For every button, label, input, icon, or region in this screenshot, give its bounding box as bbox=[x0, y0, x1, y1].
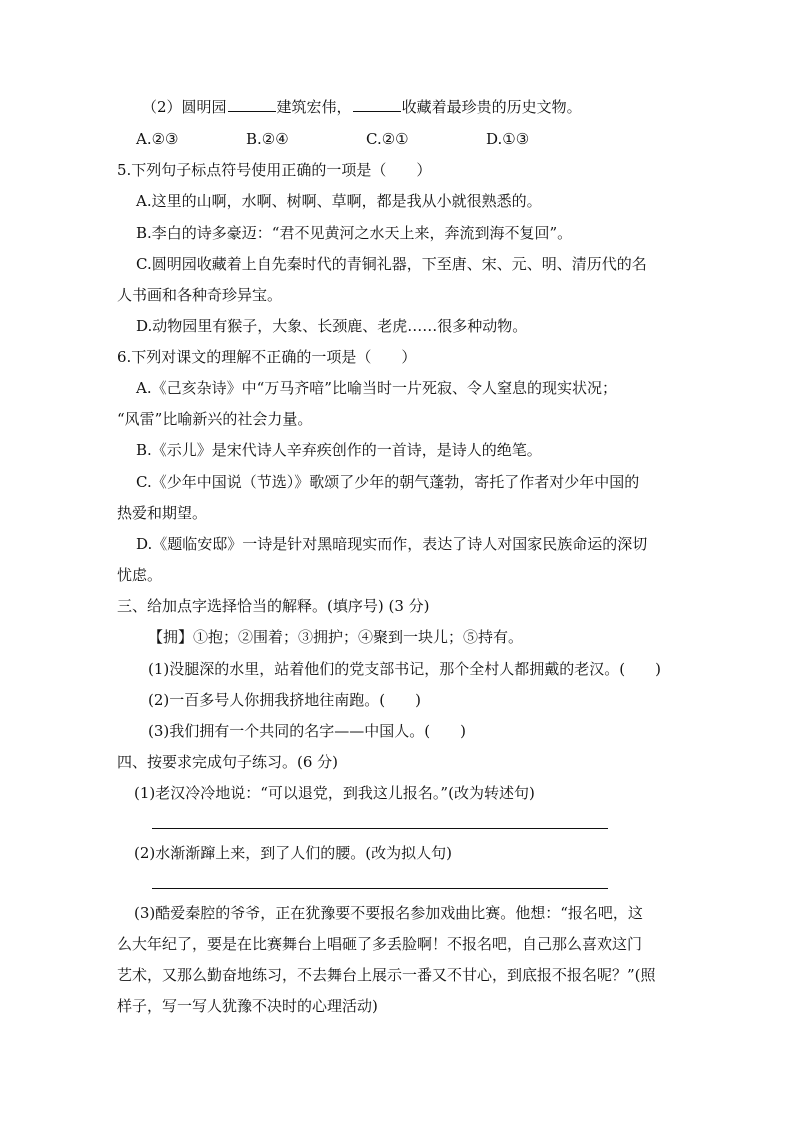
answer-line-2[interactable] bbox=[152, 888, 608, 889]
q5-option-d[interactable]: D.动物园里有猴子，大象、长颈鹿、老虎……很多种动物。 bbox=[136, 317, 528, 335]
q4-item2-sentence bbox=[142, 97, 582, 117]
section4-task-2: (2)水渐渐蹿上来，到了人们的腰。(改为拟人句) bbox=[134, 844, 452, 862]
section4-task-3-line4: 样子，写一写人犹豫不决时的心理活动) bbox=[117, 997, 378, 1015]
q4-item2-suffix: 收藏着最珍贵的历史文物。 bbox=[401, 98, 582, 116]
q6-option-a-line1[interactable]: A.《己亥杂诗》中“万马齐喑”比喻当时一片死寂、令人窒息的现实状况； bbox=[136, 379, 617, 397]
q5-stem: 5.下列句子标点符号使用正确的一项是（ ） bbox=[117, 161, 432, 179]
section3-sentence-1[interactable]: (1)没腿深的水里，站着他们的党支部书记，那个全村人都拥戴的老汉。( ) bbox=[148, 660, 661, 678]
q4-item2-prefix: （2）圆明园 bbox=[142, 98, 227, 116]
q6-option-c-line1[interactable]: C.《少年中国说（节选）》歌颂了少年的朝气蓬勃，寄托了作者对少年中国的 bbox=[136, 473, 640, 491]
q4-option-d[interactable]: D.①③ bbox=[486, 130, 530, 148]
q6-stem: 6.下列对课文的理解不正确的一项是（ ） bbox=[117, 348, 417, 366]
section3-sentence-3[interactable]: (3)我们拥有一个共同的名字——中国人。( ) bbox=[148, 722, 466, 740]
section4-task-1: (1)老汉冷冷地说：“可以退党，到我这儿报名。”(改为转述句) bbox=[134, 784, 535, 802]
section4-task-3-line2: 么大年纪了，要是在比赛舞台上唱砸了多丢脸啊！不报名吧，自己那么喜欢这门 bbox=[117, 935, 643, 953]
q4-option-b[interactable]: B.②④ bbox=[246, 130, 289, 148]
fill-blank-1[interactable] bbox=[228, 97, 276, 112]
section4-task-3-line1: (3)酷爱秦腔的爷爷，正在犹豫要不要报名参加戏曲比赛。他想：“报名吧，这 bbox=[134, 904, 643, 922]
q5-option-c-line2[interactable]: 人书画和各种奇珍异宝。 bbox=[117, 286, 283, 304]
q6-option-a-line2[interactable]: “风雷”比喻新兴的社会力量。 bbox=[117, 410, 313, 428]
section3-definition-key: 【拥】①抱；②围着；③拥护；④聚到一块儿；⑤持有。 bbox=[148, 628, 524, 646]
q6-option-c-line2[interactable]: 热爱和期望。 bbox=[117, 504, 208, 522]
section3-title: 三、给加点字选择恰当的解释。(填序号) (3 分) bbox=[117, 597, 430, 615]
q4-item2-middle: 建筑宏伟， bbox=[276, 98, 352, 116]
q5-option-a[interactable]: A.这里的山啊，水啊、树啊、草啊，都是我从小就很熟悉的。 bbox=[136, 192, 542, 210]
q6-option-d-line2[interactable]: 忧虑。 bbox=[117, 566, 163, 584]
section3-sentence-2[interactable]: (2)一百多号人你拥我挤地往南跑。( ) bbox=[148, 691, 421, 709]
section4-task-3-line3: 艺术，又那么勤奋地练习，不去舞台上展示一番又不甘心，到底报不报名呢？”(照 bbox=[117, 966, 656, 984]
q6-option-b[interactable]: B.《示儿》是宋代诗人辛弃疾创作的一首诗，是诗人的绝笔。 bbox=[136, 441, 542, 459]
answer-line-1[interactable] bbox=[152, 828, 608, 829]
fill-blank-2[interactable] bbox=[353, 97, 401, 112]
q4-option-a[interactable]: A.②③ bbox=[136, 130, 179, 148]
section4-title: 四、按要求完成句子练习。(6 分) bbox=[117, 753, 339, 771]
q5-option-c-line1[interactable]: C.圆明园收藏着上自先秦时代的青铜礼器，下至唐、宋、元、明、清历代的名 bbox=[136, 255, 647, 273]
q5-option-b[interactable]: B.李白的诗多豪迈：“君不见黄河之水天上来，奔流到海不复回”。 bbox=[136, 224, 573, 242]
q4-option-c[interactable]: C.②① bbox=[366, 130, 409, 148]
q6-option-d-line1[interactable]: D.《题临安邸》一诗是针对黑暗现实而作，表达了诗人对国家民族命运的深切 bbox=[136, 535, 648, 553]
